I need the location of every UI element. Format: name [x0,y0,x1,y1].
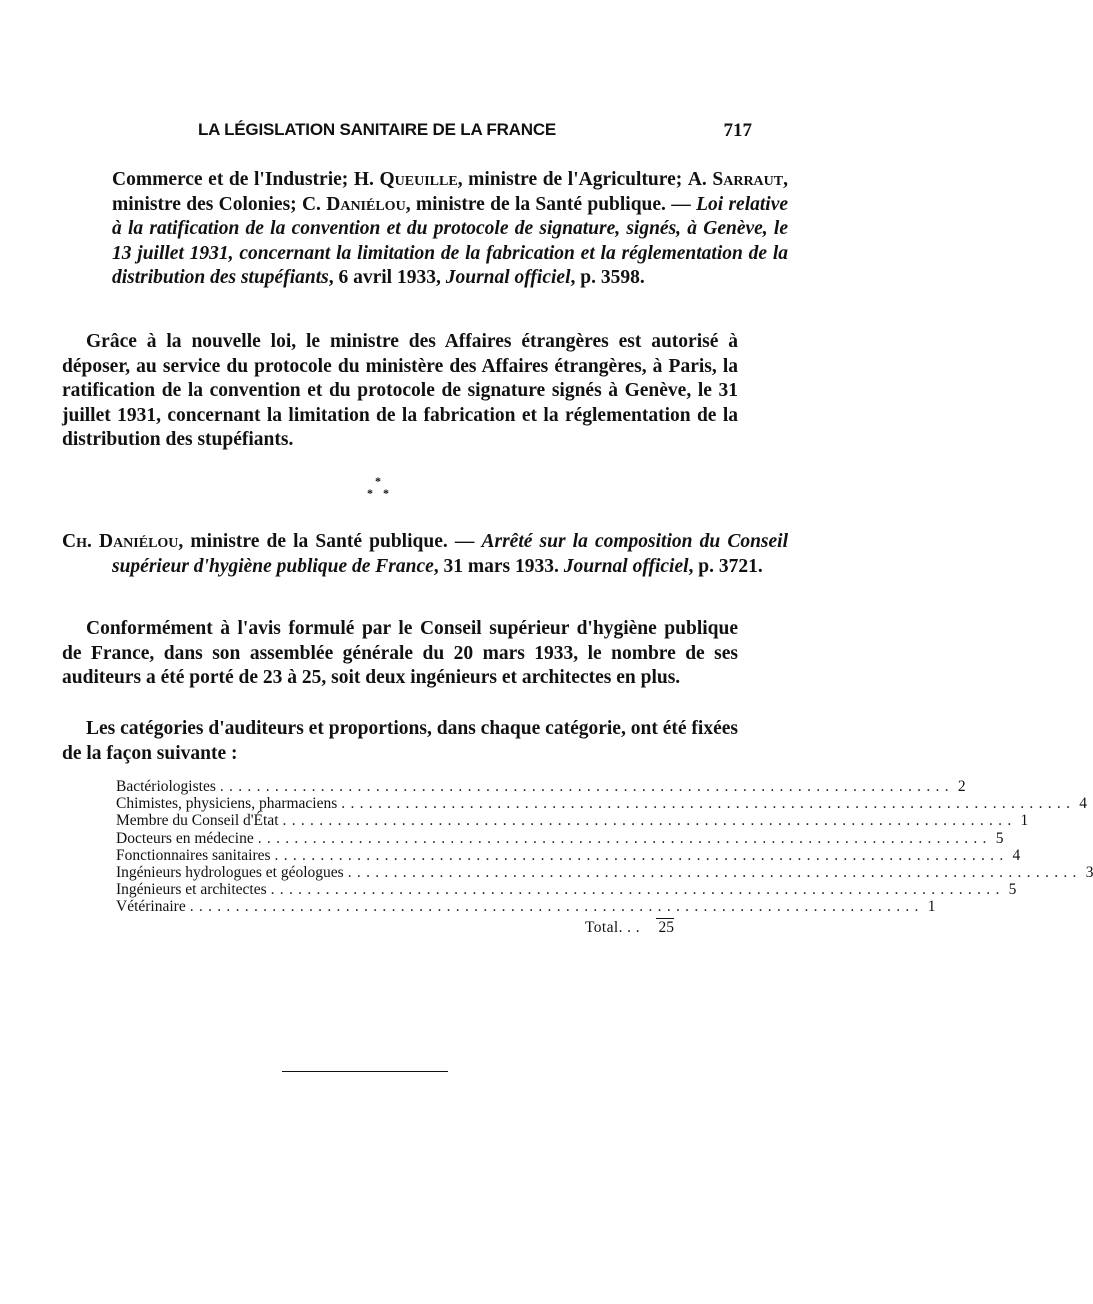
minister-name: Queuille [379,169,458,190]
leader-dots: ................................................................................ [257,829,992,847]
total-label: Total. . . [584,918,640,936]
citation-text: , ministre de la Santé [405,193,583,215]
journal-name: Journal officiel [563,555,689,577]
citation-text: publique. — [587,193,697,215]
category-count: 1 [1020,812,1029,830]
paragraph: Conformément à l'avis formulé par le Conseil supérieur d'hygiène publique de France, dans son assemblée générale du 20 mars 1933, le nombre de ses auditeurs a été porté de 23 à 25, soit deux ingénieurs et architectes en plus. [62,618,738,688]
category-count: 5 [995,829,1004,847]
citation-text: , ministre de la Santé publique. — [178,531,482,552]
page-number: 717 [723,120,752,141]
leader-dots: ................................................................................ [347,863,1082,881]
table-row [116,778,966,795]
citation-date: , 6 avril 1933, [328,267,446,288]
table-row [116,846,1021,864]
category-count: 2 [957,778,966,795]
category-count: 5 [1008,881,1017,899]
leader-dots: ................................................................................ [219,778,954,795]
category-label: Chimistes, physiciens, pharmaciens [116,795,338,813]
star: * [367,486,373,500]
citation-date: , 31 mars 1933. [433,555,564,577]
table-row [116,881,1017,899]
star: * [383,486,389,500]
section-separator-asterism [360,474,440,504]
minister-name: Daniélou [98,531,179,552]
decree-title: Arrêté sur la composition du Conseil supérieur d'hygiène publique de France [112,531,788,577]
end-rule [282,1071,448,1072]
category-count: 4 [1079,795,1088,813]
citation-text: Ch. [62,531,99,552]
leader-dots: ................................................................................ [189,898,924,916]
category-count: 3 [1085,863,1093,881]
leader-dots: ................................................................................ [341,795,1076,813]
table-row [116,863,1093,881]
minister-name: Sarraut [712,169,784,190]
table-row [116,898,936,916]
star: * [375,474,381,488]
category-label: Ingénieurs hydrologues et géologues [116,863,344,881]
citation-text: A. [687,169,713,190]
page-reference: , p. 3598. [570,267,645,288]
category-label: Membre du Conseil d'État [116,812,279,830]
total-value: 25 [658,918,674,936]
citation-text: , ministre de l'Agriculture; [457,169,683,190]
journal-name: Journal officiel [445,267,571,288]
law-title: Loi relative à la ratification de la convention et du protocole de signature, signés, à Genève, le 13 juillet 1931, concernant la limitation de la fabrication et la réglementation de la distribution des stupéfiants [112,193,789,288]
category-label: Ingénieurs et architectes [116,881,267,899]
category-label: Docteurs en médecine [116,829,254,847]
category-label: Fonctionnaires sanitaires [116,846,271,864]
category-label: Bactériologistes [116,778,216,795]
citation-text: , ministre des Colonies; C. [112,169,788,215]
table-row [116,812,1029,830]
leader-dots: ................................................................................ [282,812,1017,830]
leader-dots: ................................................................................ [270,881,1005,899]
category-count: 4 [1012,846,1021,864]
paragraph: Les catégories d'auditeurs et proportions, dans chaque catégorie, ont été fixées de la façon suivante : [62,718,738,764]
leader-dots: ................................................................................ [274,846,1009,864]
page-reference: , p. 3721. [688,555,763,577]
table-row [116,829,1004,847]
category-label: Vétérinaire [116,898,186,916]
running-title: LA LÉGISLATION SANITAIRE DE LA FRANCE [197,120,557,139]
running-head [62,118,752,148]
auditors-table [116,778,1093,938]
paragraph: Grâce à la nouvelle loi, le ministre des Affaires étrangères est autorisé à déposer, au service du protocole du ministère des Affaires étrangères, à Paris, la ratification de la convention et du protocole de signature signés à Genève, le 31 juillet 1931, concernant la limitation de la fabrication et la réglementation de la distribution des stupéfiants. [62,331,738,450]
category-count: 1 [927,898,936,916]
minister-name: Daniélou [326,193,406,215]
decree-citation [62,530,788,579]
table-row [116,795,1088,813]
citation-text: Commerce et de l'Industrie; H. [112,169,380,190]
law-citation [62,168,788,291]
total-row [116,918,674,938]
